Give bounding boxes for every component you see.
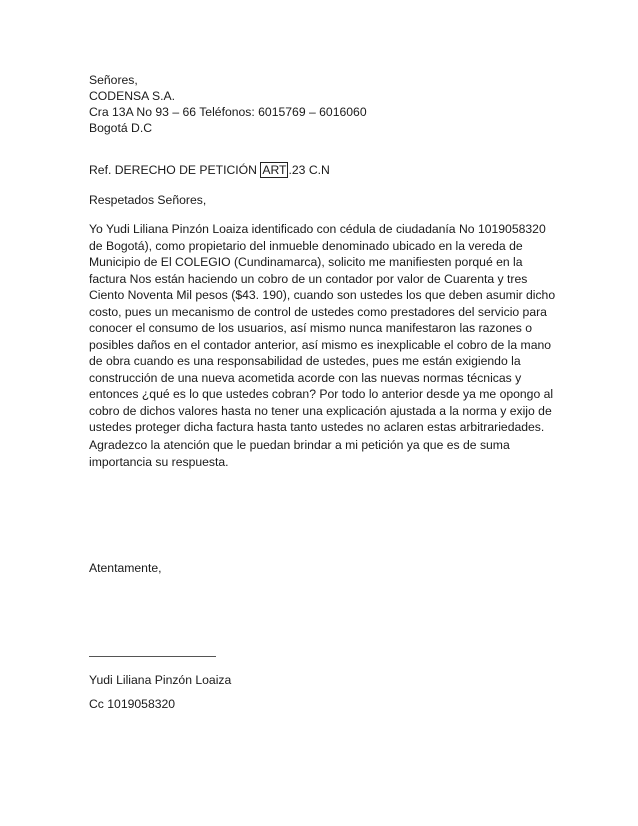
reference-line (89, 162, 330, 178)
greeting: Respetados Señores, (89, 193, 207, 207)
closing: Atentamente, (89, 561, 162, 575)
thanks-paragraph: Agradezco la atención que le puedan brindar a mi petición ya que es de suma importancia su respuesta. (89, 438, 510, 469)
signature-line (89, 656, 216, 657)
salutation: Señores, (89, 73, 138, 87)
reference-suffix: .23 C.N (288, 163, 330, 177)
company-city: Bogotá D.C (89, 121, 153, 135)
body-paragraph: Yo Yudi Liliana Pinzón Loaiza identificado con cédula de ciudadanía No 1019058320 de Bogotá), como propietario del inmueble denominado ubicado en la vereda de Municipio de El COLEGIO (Cundinamarca), solicito me manifiesten porqué en la factura Nos están haciendo un cobro de un contador por valor de Cuarenta y tres Ciento Noventa Mil pesos ($43. 190), cuando son ustedes los que deben asumir dicho costo, pues un mecanismo de control de ustedes como prestadores del servicio para conocer el consumo de los usuarios, así mismo nunca manifestaron las razones o posibles daños en el contador anterior, así mismo es inexplicable el cobro de la mano de obra cuando es una responsabilidad de ustedes, pues me están exigiendo la construcción de una nueva acometida acorde con las nuevas normas técnicas y entonces ¿qué es lo que ustedes cobran? Por todo lo anterior desde ya me opongo al cobro de dichos valores hasta no tener una explicación ajustada a la norma y exijo de ustedes proteger dicha factura hasta tanto ustedes no aclaren estas arbitrariedades. (89, 222, 556, 434)
reference-boxed-word: ART (262, 163, 287, 177)
company-name: CODENSA S.A. (89, 89, 176, 103)
signature-name: Yudi Liliana Pinzón Loaiza (89, 673, 232, 687)
signature-id: Cc 1019058320 (89, 697, 176, 711)
reference-prefix: Ref. DERECHO DE PETICIÓN (89, 163, 261, 177)
company-address: Cra 13A No 93 – 66 Teléfonos: 6015769 – 6016060 (89, 105, 367, 119)
